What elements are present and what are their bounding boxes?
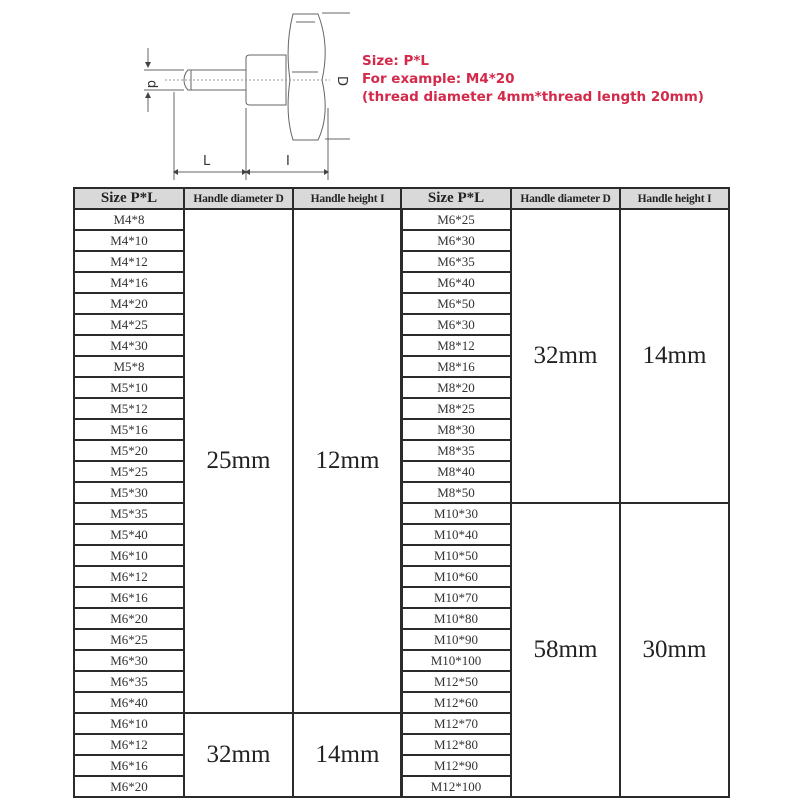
size-cell: M10*90: [401, 629, 511, 650]
size-cell: M6*40: [401, 272, 511, 293]
handle-height-cell: 12mm: [293, 209, 402, 713]
dim-label-d: d: [144, 80, 159, 89]
handle-diameter-cell: 32mm: [511, 209, 620, 503]
header-height: Handle height I: [293, 188, 402, 209]
size-cell: M6*25: [74, 629, 184, 650]
size-cell: M12*80: [401, 734, 511, 755]
header-size: Size P*L: [74, 188, 184, 209]
size-cell: M10*70: [401, 587, 511, 608]
size-cell: M5*20: [74, 440, 184, 461]
thumb-screw-diagram: [60, 0, 350, 185]
header-size: Size P*L: [401, 188, 511, 209]
handle-diameter-cell: 58mm: [511, 503, 620, 797]
size-cell: M4*12: [74, 251, 184, 272]
size-cell: M5*40: [74, 524, 184, 545]
size-cell: M6*12: [74, 566, 184, 587]
size-cell: M8*30: [401, 419, 511, 440]
size-cell: M5*25: [74, 461, 184, 482]
size-cell: M5*35: [74, 503, 184, 524]
handle-height-cell: 14mm: [293, 713, 402, 797]
table-header-row: [74, 188, 402, 209]
size-cell: M4*20: [74, 293, 184, 314]
handle-diameter-cell: 32mm: [184, 713, 293, 797]
size-cell: M4*16: [74, 272, 184, 293]
size-note-line2: For example: M4*20: [362, 71, 515, 87]
spec-table-left: [73, 187, 403, 798]
size-cell: M4*30: [74, 335, 184, 356]
size-note-line1: Size: P*L: [362, 53, 430, 69]
table-header-row: [401, 188, 729, 209]
size-cell: M4*8: [74, 209, 184, 230]
size-note: [362, 52, 704, 106]
size-cell: M5*8: [74, 356, 184, 377]
size-cell: M12*70: [401, 713, 511, 734]
size-cell: M6*16: [74, 755, 184, 776]
size-cell: M8*20: [401, 377, 511, 398]
size-cell: M4*25: [74, 314, 184, 335]
size-cell: M12*90: [401, 755, 511, 776]
dim-label-D: D: [334, 76, 349, 87]
size-cell: M8*16: [401, 356, 511, 377]
size-cell: M10*50: [401, 545, 511, 566]
header-diameter: Handle diameter D: [511, 188, 620, 209]
size-note-line3: (thread diameter 4mm*thread length 20mm): [362, 89, 704, 105]
spec-table-right: [400, 187, 730, 798]
handle-diameter-cell: 25mm: [184, 209, 293, 713]
size-cell: M10*100: [401, 650, 511, 671]
size-cell: M12*100: [401, 776, 511, 797]
size-cell: M6*25: [401, 209, 511, 230]
size-cell: M6*30: [401, 314, 511, 335]
size-cell: M10*60: [401, 566, 511, 587]
size-cell: M6*20: [74, 776, 184, 797]
size-cell: M5*30: [74, 482, 184, 503]
size-cell: M5*10: [74, 377, 184, 398]
size-cell: M8*50: [401, 482, 511, 503]
table-row: [74, 713, 402, 734]
header-diameter: Handle diameter D: [184, 188, 293, 209]
handle-height-cell: 30mm: [620, 503, 729, 797]
size-cell: M12*50: [401, 671, 511, 692]
size-cell: M6*50: [401, 293, 511, 314]
table-row: [401, 209, 729, 230]
size-cell: M12*60: [401, 692, 511, 713]
dim-label-L: L: [203, 154, 211, 169]
size-cell: M6*40: [74, 692, 184, 713]
size-cell: M6*35: [74, 671, 184, 692]
size-cell: M6*12: [74, 734, 184, 755]
size-cell: M6*10: [74, 713, 184, 734]
size-cell: M6*30: [401, 230, 511, 251]
header-height: Handle height I: [620, 188, 729, 209]
size-cell: M6*35: [401, 251, 511, 272]
size-cell: M10*80: [401, 608, 511, 629]
size-cell: M8*12: [401, 335, 511, 356]
dim-label-I: I: [286, 154, 290, 169]
size-cell: M8*35: [401, 440, 511, 461]
size-cell: M5*12: [74, 398, 184, 419]
size-cell: M6*10: [74, 545, 184, 566]
size-cell: M10*40: [401, 524, 511, 545]
table-row: [74, 209, 402, 230]
handle-height-cell: 14mm: [620, 209, 729, 503]
size-cell: M10*30: [401, 503, 511, 524]
size-cell: M6*16: [74, 587, 184, 608]
size-cell: M6*20: [74, 608, 184, 629]
size-cell: M8*25: [401, 398, 511, 419]
size-cell: M4*10: [74, 230, 184, 251]
size-cell: M6*30: [74, 650, 184, 671]
table-row: [401, 503, 729, 524]
size-cell: M8*40: [401, 461, 511, 482]
knob: [288, 14, 325, 140]
size-cell: M5*16: [74, 419, 184, 440]
